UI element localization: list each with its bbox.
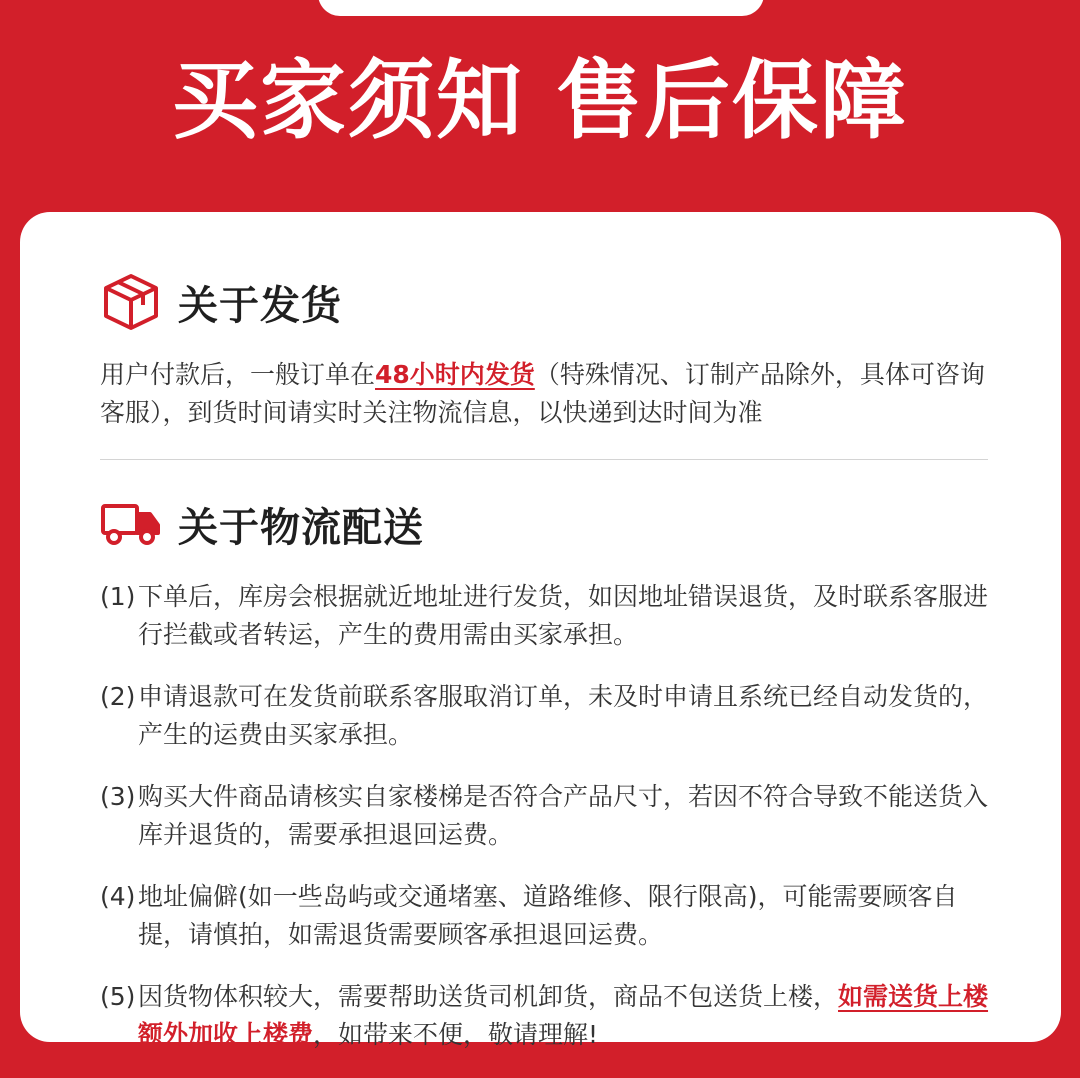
- section-divider: [100, 459, 988, 460]
- item-number: (5): [100, 982, 136, 1011]
- list-item: [100, 678, 992, 754]
- item-text: 申请退款可在发货前联系客服取消订单，未及时申请且系统已经自动发货的，产生的运费由买家承担。: [138, 682, 989, 749]
- list-item: [100, 778, 992, 854]
- top-white-tab: [318, 0, 764, 16]
- truck-icon: [100, 493, 162, 555]
- item-text: 购买大件商品请核实自家楼梯是否符合产品尺寸，若因不符合导致不能送货入库并退货的，需要承担退回运费。: [138, 782, 989, 849]
- shipping-section: [100, 270, 992, 432]
- package-icon: [100, 271, 162, 333]
- item-text: 地址偏僻(如一些岛屿或交通堵塞、道路维修、限行限高)，可能需要顾客自提，请慎拍，如需退货需要顾客承担退回运费。: [138, 882, 958, 949]
- item-text: [138, 978, 992, 1054]
- list-item: [100, 578, 992, 654]
- item-number: (1): [100, 582, 136, 611]
- item-number: (2): [100, 682, 136, 711]
- logistics-title: 关于物流配送: [178, 504, 424, 551]
- list-item: [100, 978, 992, 1054]
- item-number: (4): [100, 882, 136, 911]
- list-item: [100, 878, 992, 954]
- logistics-list: [100, 578, 992, 1054]
- item-number: (3): [100, 782, 136, 811]
- item5-text-before: 因货物体积较大，需要帮助送货司机卸货，商品不包送货上楼，: [138, 982, 839, 1011]
- item5-text-after: ，如带来不便，敬请理解!: [313, 1020, 599, 1049]
- shipping-text-after: （特殊情况、订制产品除外，具体可咨询客服），到货时间请实时关注物流信息，以快递到达时间为准: [100, 360, 985, 427]
- shipping-title: 关于发货: [178, 282, 342, 329]
- shipping-text-before: 用户付款后，一般订单在: [100, 360, 376, 389]
- info-card: [20, 212, 1061, 1049]
- logistics-section: [100, 492, 992, 1078]
- item-text: 下单后，库房会根据就近地址进行发货，如因地址错误退货，及时联系客服进行拦截或者转运，产生的费用需由买家承担。: [138, 582, 989, 649]
- shipping-header: [100, 270, 992, 334]
- logistics-header: [100, 492, 992, 556]
- shipping-highlight: 48小时内发货: [375, 360, 535, 389]
- item5-highlight: 如需送货上楼额外加收上楼费: [138, 982, 989, 1049]
- page-headline: 买家须知 售后保障: [172, 51, 908, 151]
- shipping-text: [100, 356, 992, 432]
